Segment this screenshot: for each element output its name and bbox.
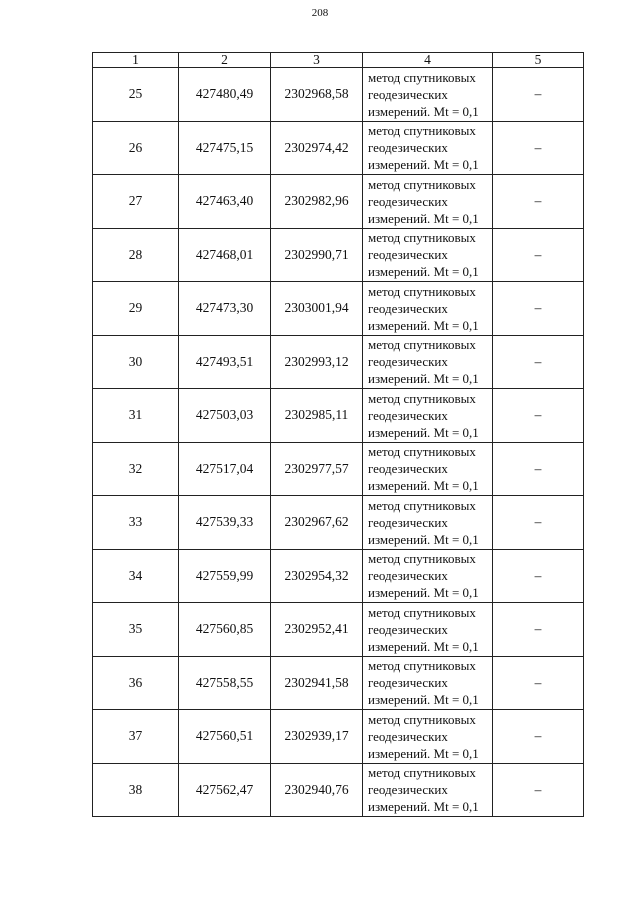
table-row	[93, 496, 584, 550]
x-coordinate-cell: 427558,55	[179, 656, 271, 710]
column-5-cell: –	[493, 442, 584, 496]
column-header-2: 2	[179, 53, 271, 68]
column-5-cell: –	[493, 175, 584, 229]
point-number-cell: 35	[93, 603, 179, 657]
y-coordinate-cell: 2302954,32	[271, 549, 363, 603]
x-coordinate-cell: 427475,15	[179, 121, 271, 175]
y-coordinate-cell: 2302974,42	[271, 121, 363, 175]
table-row	[93, 603, 584, 657]
x-coordinate-cell: 427539,33	[179, 496, 271, 550]
point-number-cell: 37	[93, 710, 179, 764]
table-row	[93, 656, 584, 710]
method-cell: метод спутниковых геодезических измерений. Mt = 0,1	[363, 389, 493, 443]
method-cell: метод спутниковых геодезических измерений. Mt = 0,1	[363, 442, 493, 496]
column-5-cell: –	[493, 335, 584, 389]
x-coordinate-cell: 427560,51	[179, 710, 271, 764]
x-coordinate-cell: 427562,47	[179, 763, 271, 817]
y-coordinate-cell: 2302939,17	[271, 710, 363, 764]
y-coordinate-cell: 2302967,62	[271, 496, 363, 550]
point-number-cell: 28	[93, 228, 179, 282]
y-coordinate-cell: 2302993,12	[271, 335, 363, 389]
method-cell: метод спутниковых геодезических измерений. Mt = 0,1	[363, 710, 493, 764]
point-number-cell: 26	[93, 121, 179, 175]
method-cell: метод спутниковых геодезических измерений. Mt = 0,1	[363, 228, 493, 282]
table-row	[93, 763, 584, 817]
table-row	[93, 549, 584, 603]
column-5-cell: –	[493, 710, 584, 764]
point-number-cell: 27	[93, 175, 179, 229]
column-header-3: 3	[271, 53, 363, 68]
x-coordinate-cell: 427468,01	[179, 228, 271, 282]
point-number-cell: 25	[93, 68, 179, 122]
column-5-cell: –	[493, 68, 584, 122]
method-cell: метод спутниковых геодезических измерений. Mt = 0,1	[363, 282, 493, 336]
column-5-cell: –	[493, 763, 584, 817]
x-coordinate-cell: 427559,99	[179, 549, 271, 603]
y-coordinate-cell: 2302977,57	[271, 442, 363, 496]
column-5-cell: –	[493, 603, 584, 657]
table-body	[93, 68, 584, 817]
table-row	[93, 68, 584, 122]
table-row	[93, 175, 584, 229]
y-coordinate-cell: 2303001,94	[271, 282, 363, 336]
point-number-cell: 36	[93, 656, 179, 710]
x-coordinate-cell: 427463,40	[179, 175, 271, 229]
column-header-4: 4	[363, 53, 493, 68]
column-5-cell: –	[493, 121, 584, 175]
method-cell: метод спутниковых геодезических измерений. Mt = 0,1	[363, 763, 493, 817]
y-coordinate-cell: 2302952,41	[271, 603, 363, 657]
coordinates-table	[92, 52, 584, 817]
x-coordinate-cell: 427503,03	[179, 389, 271, 443]
point-number-cell: 34	[93, 549, 179, 603]
table-row	[93, 710, 584, 764]
x-coordinate-cell: 427517,04	[179, 442, 271, 496]
method-cell: метод спутниковых геодезических измерений. Mt = 0,1	[363, 335, 493, 389]
column-header-5: 5	[493, 53, 584, 68]
column-header-1: 1	[93, 53, 179, 68]
point-number-cell: 33	[93, 496, 179, 550]
x-coordinate-cell: 427480,49	[179, 68, 271, 122]
method-cell: метод спутниковых геодезических измерений. Mt = 0,1	[363, 68, 493, 122]
method-cell: метод спутниковых геодезических измерений. Mt = 0,1	[363, 656, 493, 710]
point-number-cell: 29	[93, 282, 179, 336]
page-number: 208	[311, 7, 329, 19]
method-cell: метод спутниковых геодезических измерений. Mt = 0,1	[363, 603, 493, 657]
y-coordinate-cell: 2302968,58	[271, 68, 363, 122]
column-5-cell: –	[493, 389, 584, 443]
table-row	[93, 121, 584, 175]
y-coordinate-cell: 2302982,96	[271, 175, 363, 229]
column-5-cell: –	[493, 282, 584, 336]
table-header-row	[93, 53, 584, 68]
y-coordinate-cell: 2302941,58	[271, 656, 363, 710]
point-number-cell: 38	[93, 763, 179, 817]
table-row	[93, 335, 584, 389]
table-row	[93, 442, 584, 496]
x-coordinate-cell: 427560,85	[179, 603, 271, 657]
point-number-cell: 32	[93, 442, 179, 496]
method-cell: метод спутниковых геодезических измерений. Mt = 0,1	[363, 175, 493, 229]
table-row	[93, 389, 584, 443]
column-5-cell: –	[493, 228, 584, 282]
y-coordinate-cell: 2302990,71	[271, 228, 363, 282]
point-number-cell: 31	[93, 389, 179, 443]
table-row	[93, 228, 584, 282]
column-5-cell: –	[493, 496, 584, 550]
table-row	[93, 282, 584, 336]
column-5-cell: –	[493, 549, 584, 603]
point-number-cell: 30	[93, 335, 179, 389]
x-coordinate-cell: 427473,30	[179, 282, 271, 336]
y-coordinate-cell: 2302940,76	[271, 763, 363, 817]
column-5-cell: –	[493, 656, 584, 710]
method-cell: метод спутниковых геодезических измерений. Mt = 0,1	[363, 121, 493, 175]
method-cell: метод спутниковых геодезических измерений. Mt = 0,1	[363, 496, 493, 550]
method-cell: метод спутниковых геодезических измерений. Mt = 0,1	[363, 549, 493, 603]
y-coordinate-cell: 2302985,11	[271, 389, 363, 443]
x-coordinate-cell: 427493,51	[179, 335, 271, 389]
